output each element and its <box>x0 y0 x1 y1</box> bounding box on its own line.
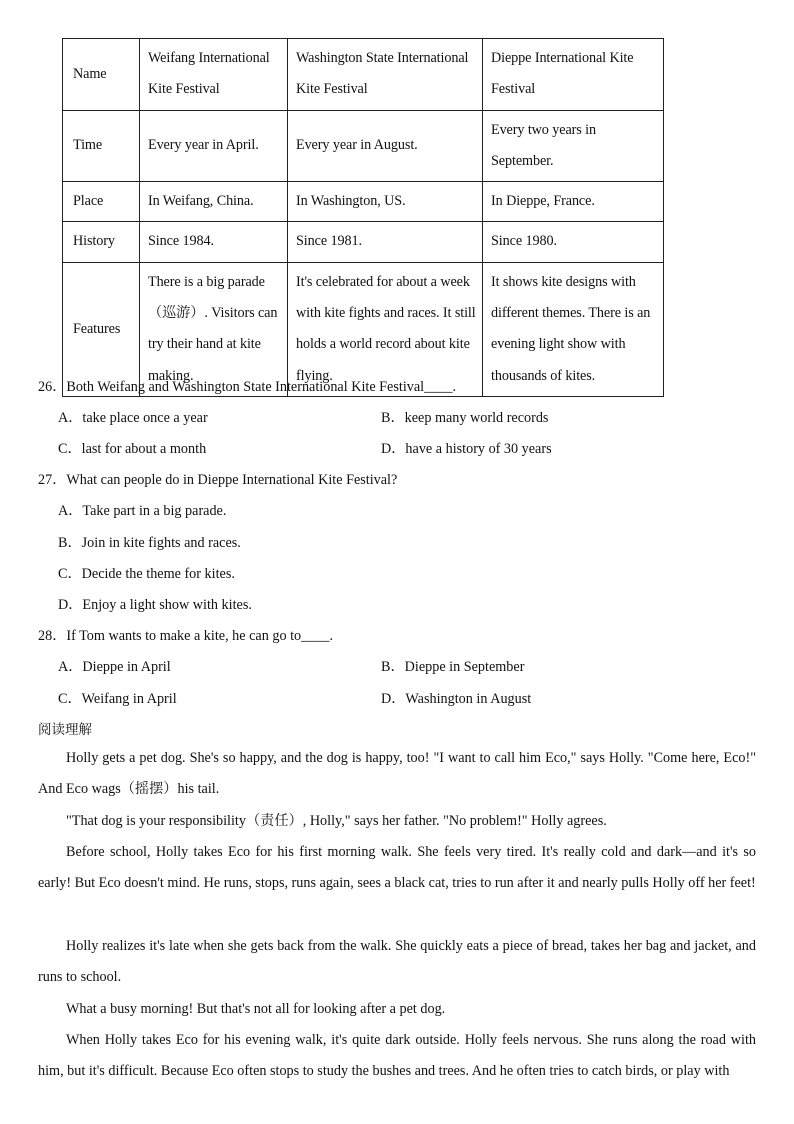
passage-paragraph: Holly realizes it's late when she gets back from the walk. She quickly eats a piece of bread, takes her bag and jacket, and runs to school. <box>38 938 756 986</box>
question-28-option-d[interactable]: D．Washington in August <box>381 691 532 707</box>
passage-paragraph: Before school, Holly takes Eco for his first morning walk. She feels very tired. It's really cold and dark—and it's so early! But Eco doesn't mind. He runs, stops, runs again, sees a black cat, tries to run after it and nearly pulls Holly off her feet! <box>38 844 756 892</box>
table-header-cell: Washington State International Kite Festival <box>288 39 483 111</box>
passage-paragraph: What a busy morning! But that's not all for looking after a pet dog. <box>66 1001 446 1017</box>
table-cell: There is a big parade（巡游）. Visitors can try their hand at kite making. <box>140 262 288 396</box>
passage-paragraph: "That dog is your responsibility（责任）, Holly," says her father. "No problem!" Holly agrees. <box>66 813 607 829</box>
table-cell: History <box>63 222 140 262</box>
table-cell: Since 1984. <box>140 222 288 262</box>
question-26-option-d[interactable]: D．have a history of 30 years <box>381 441 552 457</box>
question-27-option-c[interactable]: C．Decide the theme for kites. <box>58 566 235 582</box>
question-27-stem: 27．What can people do in Dieppe International Kite Festival? <box>38 472 398 488</box>
section-title: 阅读理解 <box>38 722 92 738</box>
question-27-option-b[interactable]: B．Join in kite fights and races. <box>58 535 241 551</box>
table-cell: Time <box>63 110 140 182</box>
table-cell: Every two years in September. <box>483 110 664 182</box>
table-header-cell: Weifang International Kite Festival <box>140 39 288 111</box>
passage-paragraph: Holly gets a pet dog. She's so happy, and the dog is happy, too! "I want to call him Eco," says Holly. "Come here, Eco!" And Eco wags（摇摆）his tail. <box>38 750 756 798</box>
question-27-option-d[interactable]: D．Enjoy a light show with kites. <box>58 597 252 613</box>
table-row <box>63 182 664 222</box>
table-row <box>63 222 664 262</box>
question-27-option-a[interactable]: A．Take part in a big parade. <box>58 503 227 519</box>
table-cell: It shows kite designs with different themes. There is an evening light show with thousands of kites. <box>483 262 664 396</box>
table-cell: In Weifang, China. <box>140 182 288 222</box>
table-header-cell: Dieppe International Kite Festival <box>483 39 664 111</box>
table-row <box>63 110 664 182</box>
table-header-cell: Name <box>63 39 140 111</box>
question-28-option-b[interactable]: B．Dieppe in September <box>381 659 525 675</box>
question-28-option-c[interactable]: C．Weifang in April <box>58 691 177 707</box>
table-cell: Since 1981. <box>288 222 483 262</box>
table-cell: Features <box>63 262 140 396</box>
table-cell: In Washington, US. <box>288 182 483 222</box>
question-26-option-a[interactable]: A．take place once a year <box>58 410 208 426</box>
table-cell: Since 1980. <box>483 222 664 262</box>
table-cell: In Dieppe, France. <box>483 182 664 222</box>
question-26-stem: 26．Both Weifang and Washington State International Kite Festival____. <box>38 379 457 395</box>
question-28-option-a[interactable]: A．Dieppe in April <box>58 659 171 675</box>
table-cell: Every year in August. <box>288 110 483 182</box>
table-cell: Place <box>63 182 140 222</box>
table-row <box>63 39 664 111</box>
table-cell: Every year in April. <box>140 110 288 182</box>
table-cell: It's celebrated for about a week with kite fights and races. It still holds a world record about kite flying. <box>288 262 483 396</box>
question-26-option-b[interactable]: B．keep many world records <box>381 410 549 426</box>
kite-festival-table <box>62 38 664 397</box>
question-28-stem: 28．If Tom wants to make a kite, he can go to____. <box>38 628 334 644</box>
passage-paragraph: When Holly takes Eco for his evening walk, it's quite dark outside. Holly feels nervous. She runs along the road with him, but it's difficult. Because Eco often stops to study the bushes and trees. And he often tries to catch birds, or play with <box>38 1032 756 1080</box>
question-26-option-c[interactable]: C．last for about a month <box>58 441 207 457</box>
